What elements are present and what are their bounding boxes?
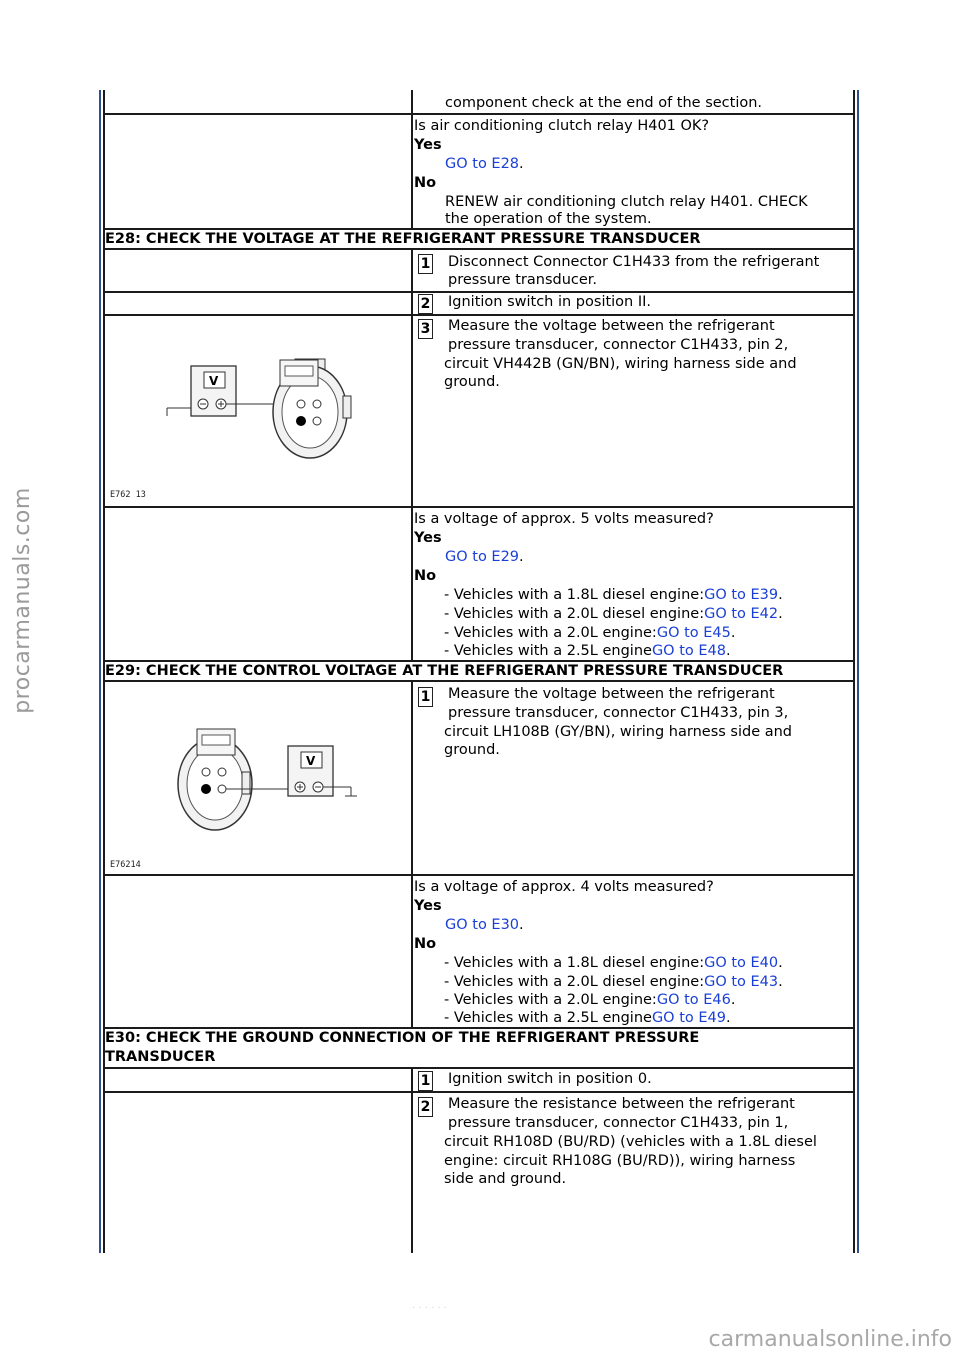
section-heading-e30-cont: TRANSDUCER bbox=[105, 1049, 216, 1065]
step-text: pressure transducer. bbox=[448, 272, 598, 288]
step-number: 1 bbox=[418, 254, 433, 274]
yes-label: Yes bbox=[414, 898, 442, 914]
section-heading-e30: E30: CHECK THE GROUND CONNECTION OF THE REFRIGERANT PRESSURE bbox=[105, 1030, 700, 1046]
row-rule bbox=[103, 248, 855, 250]
vehicle-option: - Vehicles with a 2.0L engine:GO to E45. bbox=[444, 625, 736, 641]
footer-watermark: carmanualsonline.info bbox=[708, 1327, 952, 1352]
col-divider bbox=[411, 250, 413, 662]
section-heading-e28: E28: CHECK THE VOLTAGE AT THE REFRIGERANT PRESSURE TRANSDUCER bbox=[105, 231, 701, 247]
no-label: No bbox=[414, 175, 437, 191]
step-text: pressure transducer, connector C1H433, pin 1, bbox=[448, 1115, 789, 1131]
step-number: 1 bbox=[418, 1071, 433, 1091]
page-footer-faint: · · · · · · bbox=[412, 1303, 447, 1314]
frame-right-inner bbox=[853, 90, 855, 1253]
step-text: Disconnect Connector C1H433 from the refrigerant bbox=[448, 254, 820, 270]
row-rule bbox=[103, 874, 855, 876]
col-divider bbox=[411, 1068, 413, 1253]
col-divider bbox=[411, 682, 413, 1028]
step-text: Measure the voltage between the refrigerant bbox=[448, 318, 775, 334]
row-rule bbox=[103, 506, 855, 508]
step-text: Measure the voltage between the refrigerant bbox=[448, 686, 775, 702]
relay-question: Is air conditioning clutch relay H401 OK? bbox=[414, 118, 710, 134]
step-text: circuit VH442B (GN/BN), wiring harness side and bbox=[444, 356, 797, 372]
row-rule bbox=[103, 680, 855, 682]
figure-id: E762 13 bbox=[110, 490, 146, 500]
row-rule bbox=[103, 113, 855, 115]
side-watermark-text: procarmanuals.com bbox=[9, 486, 35, 714]
step-text: engine: circuit RH108G (BU/RD)), wiring harness bbox=[444, 1153, 796, 1169]
step-number: 2 bbox=[418, 1097, 433, 1117]
vehicle-option: - Vehicles with a 2.0L diesel engine:GO to E42. bbox=[444, 606, 783, 622]
step-text: side and ground. bbox=[444, 1171, 567, 1187]
goto-link[interactable]: GO to E42 bbox=[704, 606, 779, 622]
no-label: No bbox=[414, 568, 437, 584]
step-text: ground. bbox=[444, 742, 500, 758]
vehicle-option: - Vehicles with a 1.8L diesel engine:GO to E40. bbox=[444, 955, 783, 971]
step-text: Ignition switch in position 0. bbox=[448, 1071, 652, 1087]
step-text: circuit RH108D (BU/RD) (vehicles with a 1.8L diesel bbox=[444, 1134, 817, 1150]
goto-link[interactable]: GO to E48 bbox=[651, 643, 726, 659]
step-text: pressure transducer, connector C1H433, pin 2, bbox=[448, 337, 789, 353]
side-watermark bbox=[2, 420, 42, 780]
yes-label: Yes bbox=[414, 530, 442, 546]
section-heading-e29: E29: CHECK THE CONTROL VOLTAGE AT THE REFRIGERANT PRESSURE TRANSDUCER bbox=[105, 663, 784, 679]
yes-action: GO to E30. bbox=[445, 917, 524, 933]
goto-link[interactable]: GO to E45 bbox=[656, 625, 731, 641]
step-text: circuit LH108B (GY/BN), wiring harness side and bbox=[444, 724, 793, 740]
yes-label: Yes bbox=[414, 137, 442, 153]
goto-link[interactable]: GO to E39 bbox=[704, 587, 779, 603]
meter-label: V bbox=[306, 754, 316, 768]
goto-link[interactable]: GO to E28 bbox=[445, 156, 520, 172]
yes-action: GO to E29. bbox=[445, 549, 524, 565]
step-text: ground. bbox=[444, 374, 500, 390]
meter-label: V bbox=[209, 374, 219, 388]
row-rule bbox=[103, 1067, 855, 1069]
step-text: Measure the resistance between the refrigerant bbox=[448, 1096, 795, 1112]
vehicle-option: - Vehicles with a 2.5L engineGO to E49. bbox=[444, 1010, 731, 1026]
figure-id: E76214 bbox=[110, 860, 141, 870]
voltmeter-connector-diagram bbox=[105, 684, 410, 874]
vehicle-option: - Vehicles with a 2.5L engineGO to E48. bbox=[444, 643, 731, 659]
goto-link[interactable]: GO to E30 bbox=[445, 917, 520, 933]
continued-text: component check at the end of the section. bbox=[445, 95, 763, 111]
step-number: 2 bbox=[418, 294, 433, 314]
step-text: pressure transducer, connector C1H433, pin 3, bbox=[448, 705, 789, 721]
voltage-question: Is a voltage of approx. 5 volts measured? bbox=[414, 511, 714, 527]
vehicle-option: - Vehicles with a 1.8L diesel engine:GO to E39. bbox=[444, 587, 783, 603]
no-action-line: RENEW air conditioning clutch relay H401. CHECK bbox=[445, 194, 808, 210]
goto-link[interactable]: GO to E46 bbox=[656, 992, 731, 1008]
col-divider bbox=[411, 90, 413, 229]
step-text: Ignition switch in position II. bbox=[448, 294, 652, 310]
goto-link[interactable]: GO to E49 bbox=[651, 1010, 726, 1026]
no-label: No bbox=[414, 936, 437, 952]
goto-link[interactable]: GO to E43 bbox=[704, 974, 779, 990]
yes-action: GO to E28. bbox=[445, 156, 524, 172]
goto-link[interactable]: GO to E40 bbox=[704, 955, 779, 971]
no-action-line: the operation of the system. bbox=[445, 211, 652, 227]
frame-right-bar bbox=[857, 90, 859, 1253]
voltmeter-connector-diagram bbox=[105, 316, 410, 506]
goto-link[interactable]: GO to E29 bbox=[445, 549, 520, 565]
step-number: 1 bbox=[418, 687, 433, 707]
frame-left-bar bbox=[99, 90, 101, 1253]
row-rule bbox=[103, 1091, 855, 1093]
vehicle-option: - Vehicles with a 2.0L diesel engine:GO to E43. bbox=[444, 974, 783, 990]
voltage-question: Is a voltage of approx. 4 volts measured? bbox=[414, 879, 714, 895]
vehicle-option: - Vehicles with a 2.0L engine:GO to E46. bbox=[444, 992, 736, 1008]
step-number: 3 bbox=[418, 319, 433, 339]
